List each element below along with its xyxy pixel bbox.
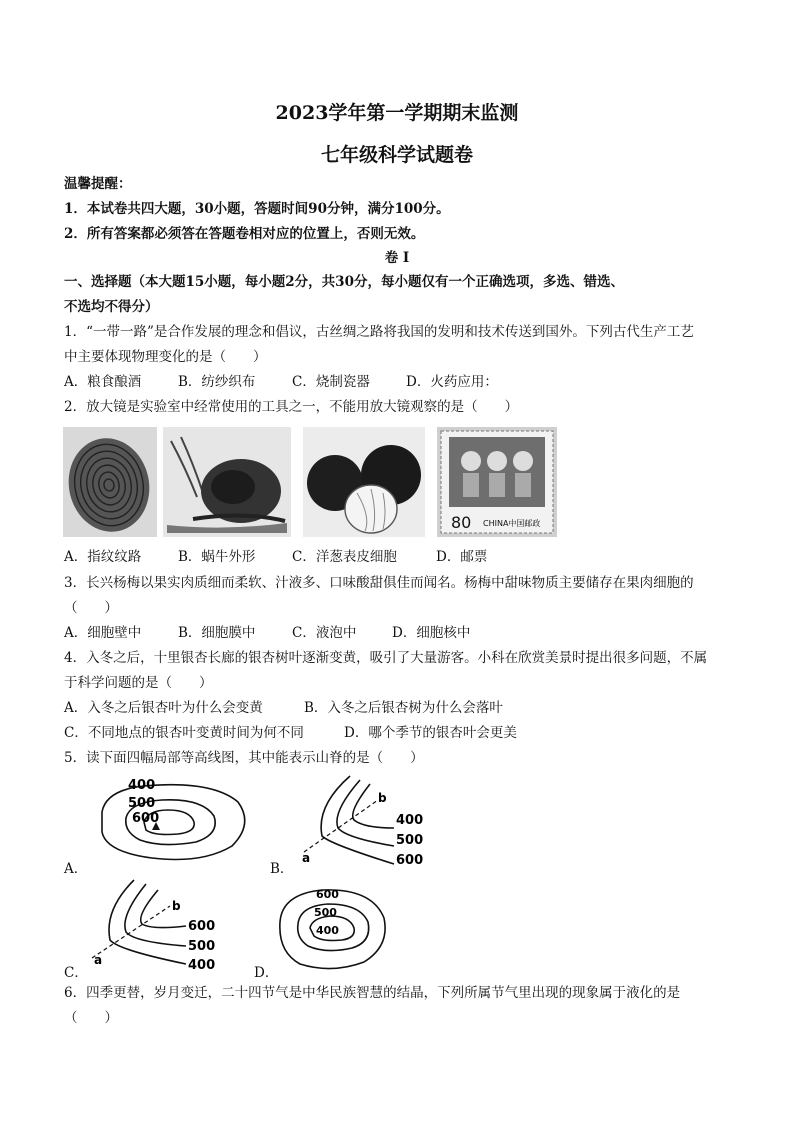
q1-option-b: B．纺纱织布 xyxy=(178,374,256,390)
contour-map-a xyxy=(92,772,252,868)
q2-option-b: B．蜗牛外形 xyxy=(178,549,256,565)
map-c-contour-600: 600 xyxy=(188,919,216,934)
q4-stem-line2: 于科学问题的是（ ） xyxy=(64,675,213,691)
q6-stem-line2: （ ） xyxy=(64,1010,118,1026)
q2-option-c: C．洋葱表皮细胞 xyxy=(292,549,397,565)
map-b-label: B． xyxy=(270,861,294,877)
map-a-contour-500: 500 xyxy=(128,796,156,811)
q1-option-c: C．烧制瓷器 xyxy=(292,374,370,390)
contour-map-c xyxy=(86,876,226,972)
map-a-contour-400: 400 xyxy=(128,778,156,793)
q2-option-a: A．指纹纹路 xyxy=(64,549,142,565)
notice-item-1: 1．本试卷共四大题，30小题，答题时间90分钟，满分100分。 xyxy=(64,201,450,217)
stamp-text: CHINA中国邮政 xyxy=(483,519,541,528)
map-b-contour-600: 600 xyxy=(396,853,424,868)
q2-option-d: D．邮票 xyxy=(436,549,488,565)
map-b-contour-400: 400 xyxy=(396,813,424,828)
section1-line1: 一、选择题（本大题15小题，每小题2分，共30分，每小题仅有一个正确选项，多选、错选、 xyxy=(64,274,624,290)
map-d-contour-600: 600 xyxy=(316,888,339,901)
map-c-label: C． xyxy=(64,965,88,981)
q5-stem: 5．读下面四幅局部等高线图，其中能表示山脊的是（ ） xyxy=(64,750,424,766)
q1-stem-line2: 中主要体现物理变化的是（ ） xyxy=(64,349,267,365)
q3-option-b: B．细胞膜中 xyxy=(178,625,256,641)
q4-option-b: B．入冬之后银杏树为什么会落叶 xyxy=(304,700,503,716)
map-a-contour-600: 600 xyxy=(132,811,160,826)
q1-stem-line1: 1．“一带一路”是合作发展的理念和倡议，古丝绸之路将我国的发明和技术传送到国外。下列古代生产工艺 xyxy=(64,324,694,340)
stamp-value: 80 xyxy=(451,513,472,532)
volume-label: 卷 I xyxy=(384,250,410,266)
snail-image xyxy=(163,427,291,537)
q3-options xyxy=(64,624,470,642)
q3-stem-line2: （ ） xyxy=(64,600,118,616)
map-d-label: D． xyxy=(254,965,279,981)
contour-map-d xyxy=(272,882,392,974)
stamp-image xyxy=(437,427,557,537)
map-c-point-a: a xyxy=(94,953,103,967)
map-c-point-b: b xyxy=(172,899,181,913)
map-c-contour-500: 500 xyxy=(188,939,216,954)
q4-stem-line1: 4．入冬之后，十里银杏长廊的银杏树叶逐渐变黄，吸引了大量游客。小科在欣赏美景时提出很多问题，不属 xyxy=(64,650,708,666)
map-a-label: A． xyxy=(64,861,88,877)
onion-image xyxy=(303,427,425,537)
q3-option-d: D．细胞核中 xyxy=(392,625,471,641)
q4-options-row2 xyxy=(64,724,517,742)
q4-option-a: A．入冬之后银杏叶为什么会变黄 xyxy=(64,700,263,716)
notice-heading: 温馨提醒： xyxy=(64,176,132,192)
map-d-contour-500: 500 xyxy=(314,906,337,919)
q2-options xyxy=(64,548,487,566)
q3-option-c: C．液泡中 xyxy=(292,625,357,641)
map-d-contour-400: 400 xyxy=(316,924,339,937)
exam-title: 2023学年第一学期期末监测 xyxy=(275,102,519,124)
notice-item-2: 2．所有答案都必须答在答题卷相对应的位置上，否则无效。 xyxy=(64,226,425,242)
q2-stem: 2．放大镜是实验室中经常使用的工具之一，不能用放大镜观察的是（ ） xyxy=(64,399,519,415)
q1-option-d: D．火药应用： xyxy=(406,374,498,390)
map-b-point-b: b xyxy=(378,791,387,805)
q1-options xyxy=(64,373,498,391)
contour-map-b xyxy=(294,772,434,868)
map-b-contour-500: 500 xyxy=(396,833,424,848)
q4-options-row1 xyxy=(64,699,503,717)
q3-option-a: A．细胞壁中 xyxy=(64,625,142,641)
exam-subtitle: 七年级科学试题卷 xyxy=(320,144,473,166)
map-b-point-a: a xyxy=(302,851,311,865)
q4-option-d: D．哪个季节的银杏叶会更美 xyxy=(344,725,517,741)
q3-stem-line1: 3．长兴杨梅以果实肉质细而柔软、汁液多、口味酸甜俱佳而闻名。杨梅中甜味物质主要储存在果肉细胞的 xyxy=(64,575,694,591)
section1-line2: 不选均不得分） xyxy=(64,299,159,315)
fingerprint-image xyxy=(63,427,157,537)
q1-option-a: A．粮食酿酒 xyxy=(64,374,142,390)
q6-stem-line1: 6．四季更替，岁月变迁，二十四节气是中华民族智慧的结晶，下列所属节气里出现的现象属于液化的是 xyxy=(64,985,681,1001)
q4-option-c: C．不同地点的银杏叶变黄时间为何不同 xyxy=(64,725,304,741)
map-c-contour-400: 400 xyxy=(188,958,216,972)
